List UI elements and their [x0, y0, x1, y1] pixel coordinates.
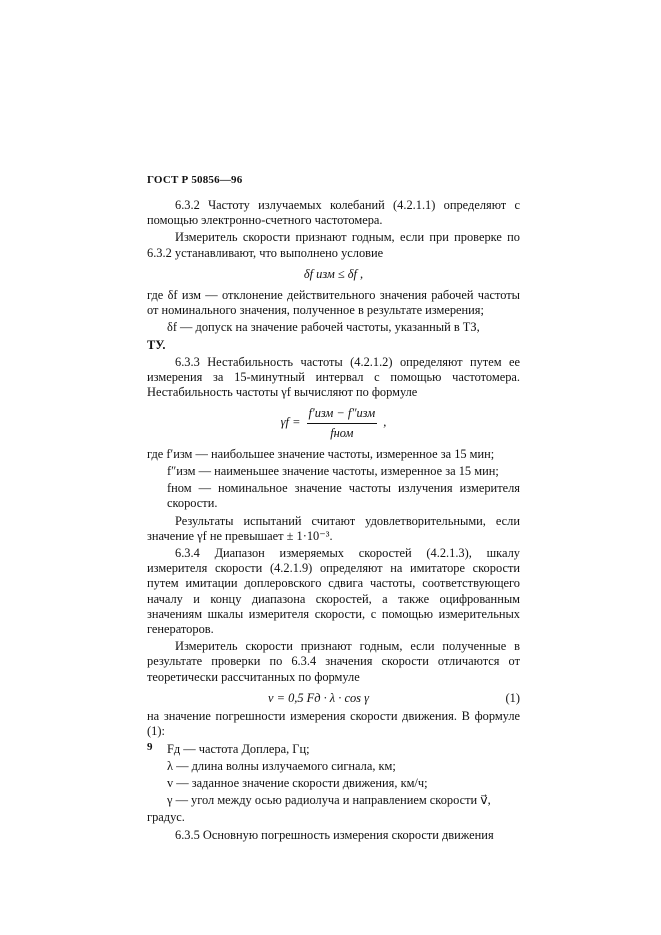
formula-instability [147, 406, 520, 440]
formula-instability-denominator: fном [330, 425, 354, 440]
definition-doppler: Fд — частота Доплера, Гц; [167, 741, 310, 756]
paragraph-acceptance: Измеритель скорости признают годным, если при проверке по 6.3.2 устанавливают, что выполнено условие [147, 230, 520, 260]
definition-speed: v — заданное значение скорости движения, км/ч; [167, 775, 428, 790]
paragraph-formula-intro: на значение погрешности измерения скорости движения. В формуле (1): [147, 709, 520, 739]
formula-instability-tail: , [383, 415, 387, 430]
definition-max-frequency: где f′изм — наибольшее значение частоты, измеренное за 15 мин; [147, 446, 495, 461]
definition-angle: γ — угол между осью радиолуча и направлением скорости v⃗, [167, 793, 491, 808]
definition-min-frequency: f″изм — наименьшее значение частоты, измеренное за 15 мин; [167, 464, 499, 479]
formula-speed-expression: v = 0,5 Fд · λ · cos γ [268, 690, 369, 705]
paragraph-speed-acceptance: Измеритель скорости признают годным, если полученные в результате проверки по 6.3.4 значения скорости отличаются от теоретически рассчитанных по формуле [147, 639, 520, 684]
formula-instability-fraction [307, 406, 378, 440]
formula-frequency-condition: δf изм ≤ δf , [303, 266, 364, 281]
formula-speed-number: (1) [505, 690, 520, 705]
document-body [147, 198, 520, 845]
paragraph-6-3-5: 6.3.5 Основную погрешность измерения скорости движения [175, 827, 494, 842]
definition-nominal-frequency: fном — номинальное значение частоты излучения измерителя скорости. [167, 481, 520, 511]
document-header: ГОСТ Р 50856—96 [147, 174, 243, 186]
page-number: 9 [147, 741, 153, 753]
paragraph-6-3-3: 6.3.3 Нестабильность частоты (4.2.1.2) определяют путем ее измерения за 15-минутный интервал с помощью частотомера. Нестабильность частоты γf вычисляют по формуле [147, 354, 520, 400]
definition-wavelength: λ — длина волны излучаемого сигнала, км; [167, 758, 396, 773]
formula-instability-lhs: γf = [280, 415, 301, 430]
formula-instability-numerator: f′изм − f″изм [307, 406, 378, 423]
paragraph-6-3-4: 6.3.4 Диапазон измеряемых скоростей (4.2.1.3), шкалу измерителя скорости (4.2.1.9) определяют на имитаторе скорости путем имитации доплеровского сдвига частоты, соответствующего началу и концу диапазона скоростей, а также оцифрованным значениям шкалы измерителя скорости, с помощью измерительных генераторов. [147, 546, 520, 637]
paragraph-6-3-2: 6.3.2 Частоту излучаемых колебаний (4.2.1.1) определяют с помощью электронно-счетного частотомера. [147, 198, 520, 228]
definition-angle-tail: градус. [147, 810, 185, 825]
paragraph-results: Результаты испытаний считают удовлетворительными, если значение γf не превышает ± 1·10⁻³. [147, 513, 520, 543]
definition-deviation: где δf изм — отклонение действительного значения рабочей частоты от номинального значения, полученное в результате измерения; [147, 288, 520, 318]
definition-tolerance-tail: ТУ. [147, 337, 166, 352]
formula-speed [147, 691, 520, 706]
definition-tolerance: δf — допуск на значение рабочей частоты, указанный в ТЗ, [167, 320, 480, 335]
